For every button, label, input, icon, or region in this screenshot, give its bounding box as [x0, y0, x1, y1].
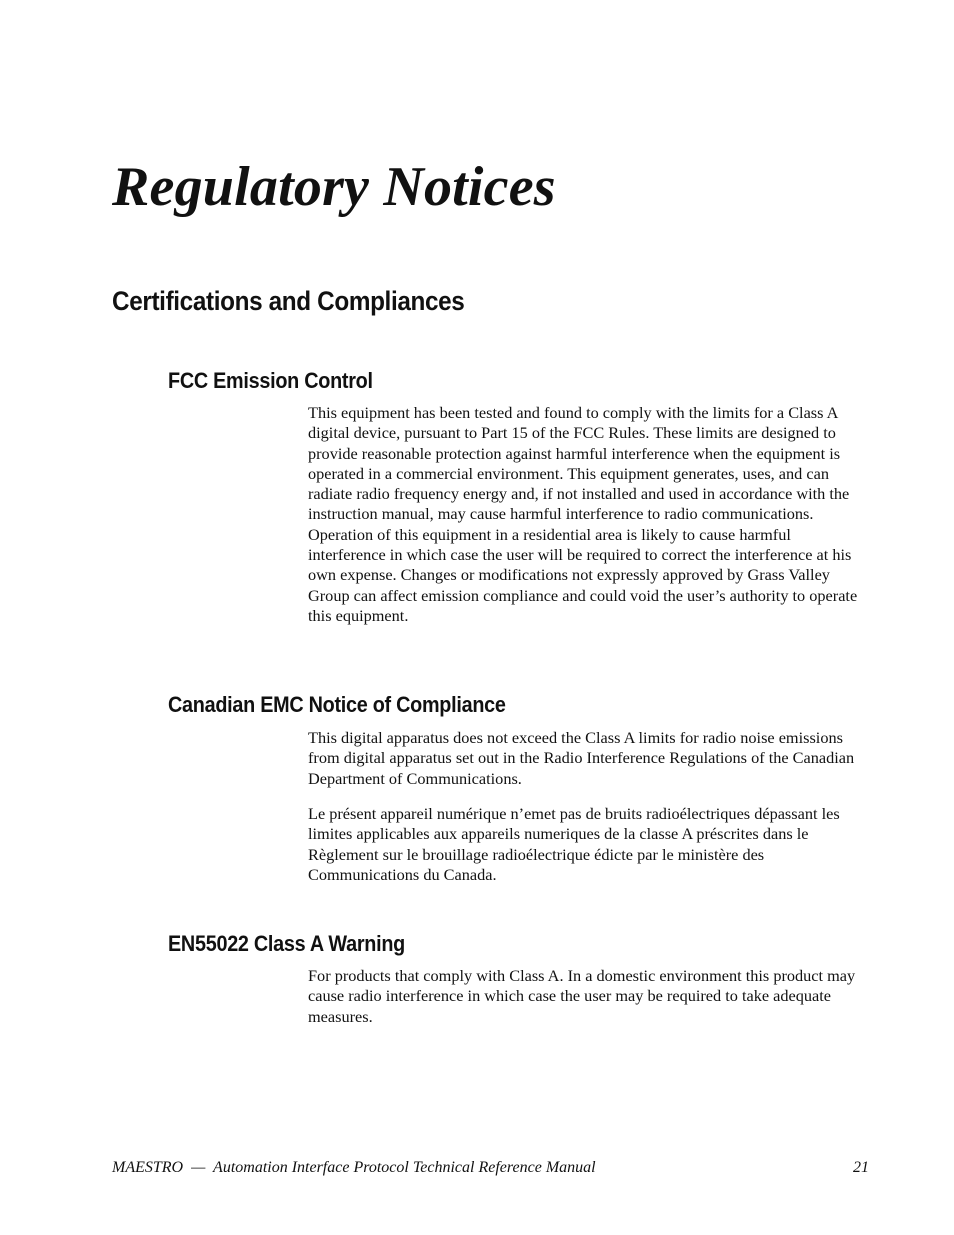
en55022-heading: EN55022 Class A Warning — [168, 931, 405, 956]
canadian-paragraph-english: This digital apparatus does not exceed the Class A limits for radio noise emissions from digital apparatus set out in the Radio Interference Regulations of the Canadian Department of Communications. — [308, 728, 855, 788]
section-heading-certifications: Certifications and Compliances — [112, 286, 465, 316]
footer-page-number: 21 — [853, 1159, 869, 1176]
fcc-paragraph: This equipment has been tested and found to comply with the limits for a Class A digital device, pursuant to Part 15 of the FCC Rules. These limits are designed to provide reasonable protection against harmful interference when the equipment is operated in a commercial environment. This equipment generates, uses, and can radiate radio frequency energy and, if not installed and used in accordance with the instruction manual, may cause harmful interference to radio communications. Operation of this equipment in a residential area is likely to cause harmful interference in which case the user will be required to correct the interference at his own expense. Changes or modifications not expressly approved by Grass Valley Group can affect emission compliance and could void the user’s authority to operate this equipment. — [308, 403, 858, 625]
canadian-paragraph-french: Le présent appareil numérique n’emet pas de bruits radioélectriques dépassant les limites applicables aux appareils numeriques de la classe A préscrites dans le Règlement sur le brouillage radioélectrique édicte par le ministère des Communications du Canada. — [308, 804, 840, 884]
chapter-title: Regulatory Notices — [112, 156, 556, 218]
en55022-paragraph: For products that comply with Class A. In a domestic environment this product may cause radio interference in which case the user may be required to take adequate measures. — [308, 966, 856, 1026]
fcc-heading: FCC Emission Control — [168, 368, 373, 393]
footer-manual-title: MAESTRO — Automation Interface Protocol Technical Reference Manual — [112, 1159, 596, 1176]
canadian-heading: Canadian EMC Notice of Compliance — [168, 692, 506, 717]
